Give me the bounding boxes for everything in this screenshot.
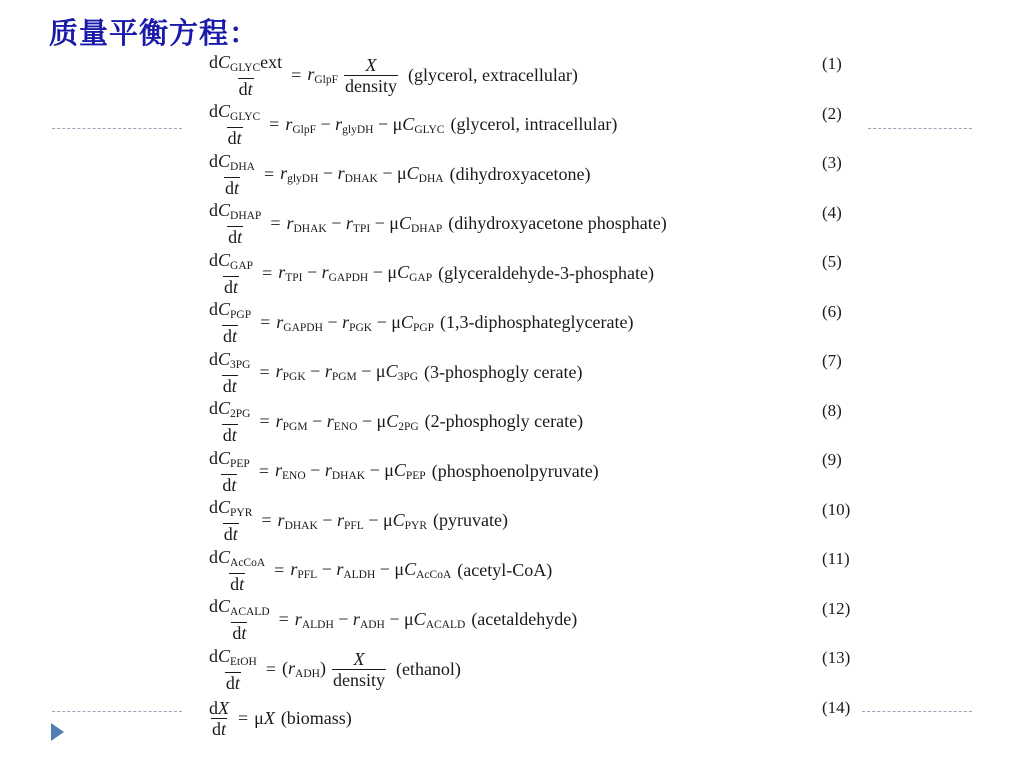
equation-list — [208, 52, 868, 745]
equals-sign: = — [265, 658, 277, 679]
lhs-fraction — [208, 151, 256, 198]
slide-title: 质量平衡方程： — [49, 16, 260, 50]
rhs-expression: $r_{ENO} - r_{DHAK} - \mu C_{PEP}$ — [275, 460, 426, 482]
rhs-expression: $r_{GAPDH} - r_{PGK} - \mu C_{PGP}$ — [276, 311, 435, 334]
rhs-expression: $r_{DHAK} - r_{PFL} - \mu C_{PYR}$ — [277, 509, 427, 532]
lhs-fraction — [208, 547, 266, 594]
lhs-denominator: dt — [222, 474, 237, 495]
rhs-expression: $r_{PFL} - r_{ALDH} - \mu C_{AcCoA}$ — [290, 559, 452, 581]
lhs-denominator: dt — [227, 128, 242, 148]
equation-row — [208, 201, 868, 251]
equation-row — [208, 597, 868, 647]
equation-number: (12) — [822, 598, 851, 618]
equation-math — [208, 102, 617, 148]
lhs-numerator: $dC_{GAP}$ — [209, 249, 254, 272]
equals-sign: = — [291, 64, 302, 85]
equation-math — [208, 646, 461, 692]
equals-sign: = — [259, 411, 270, 431]
equation-math — [208, 696, 352, 742]
lhs-fraction — [208, 448, 251, 495]
equation-description: (dihydroxyacetone phosphate) — [448, 213, 667, 233]
rhs-expression: $r_{ALDH} - r_{ADH} - \mu C_{ACALD}$ — [294, 608, 466, 631]
equation-row — [208, 52, 868, 102]
lhs-fraction — [208, 497, 253, 544]
rhs-numerator: X — [365, 54, 377, 75]
equation-number: (9) — [822, 450, 842, 469]
equation-number: (2) — [822, 103, 842, 123]
lhs-denominator: dt — [222, 375, 237, 396]
lhs-numerator: $dC_{GLYC}ext$ — [209, 51, 283, 74]
equation-math — [208, 151, 591, 197]
divider-top-right — [868, 128, 972, 129]
lhs-numerator: $dC_{ACALD}$ — [209, 596, 270, 618]
lhs-numerator: $dC_{AcCoA}$ — [209, 546, 266, 569]
rhs-numerator: X — [353, 648, 365, 669]
rhs-denominator: density — [345, 75, 397, 96]
equation-math — [208, 250, 654, 296]
equation-row — [208, 448, 868, 498]
equation-math — [208, 349, 583, 395]
equation-description: (1,3-diphosphateglycerate) — [440, 312, 634, 332]
equation-math — [208, 547, 552, 593]
equation-description: (acetyl-CoA) — [457, 559, 553, 580]
equals-sign: = — [261, 510, 272, 530]
lhs-numerator: $dC_{2PG}$ — [209, 398, 251, 420]
rhs-expression: $r_{GlpF} - r_{glyDH} - \mu C_{GLYC}$ — [285, 113, 445, 136]
equation-description: (dihydroxyacetone) — [449, 163, 591, 184]
lhs-denominator: dt — [222, 425, 237, 445]
equation-math — [208, 399, 583, 445]
equation-row — [208, 250, 868, 300]
equation-description: (biomass) — [280, 708, 352, 728]
equation-math — [208, 201, 667, 247]
lhs-fraction — [208, 698, 230, 739]
lhs-numerator: dX — [209, 698, 229, 718]
lhs-numerator: $dC_{PGP}$ — [209, 299, 252, 321]
lhs-fraction — [208, 200, 262, 247]
rhs-fraction — [332, 649, 386, 690]
equation-math — [208, 498, 508, 544]
equation-number: (4) — [822, 202, 842, 222]
rhs-expression: $r_{PGM} - r_{ENO} - \mu C_{2PG}$ — [275, 410, 419, 433]
equation-description: (2-phosphogly cerate) — [424, 411, 584, 431]
equals-sign: = — [260, 312, 271, 332]
rhs-expression: $r_{DHAK} - r_{TPI} - \mu C_{DHAP}$ — [286, 212, 443, 235]
rhs-expression: μX — [254, 708, 275, 728]
rhs-expression: $(r_{ADH})$ — [282, 658, 326, 680]
equation-row — [208, 151, 868, 201]
equation-math — [208, 300, 633, 346]
equation-row — [208, 102, 868, 152]
equation-description: (3-phosphogly cerate) — [424, 361, 583, 382]
lhs-denominator: dt — [223, 326, 238, 346]
divider-top-left — [52, 128, 182, 129]
lhs-numerator: $dC_{PEP}$ — [209, 447, 250, 470]
equation-description: (glycerol, intracellular) — [450, 114, 618, 134]
lhs-denominator: dt — [230, 573, 245, 594]
lhs-numerator: $dC_{DHAP}$ — [209, 200, 262, 222]
lhs-denominator: dt — [224, 276, 239, 297]
lhs-denominator: dt — [223, 524, 238, 544]
equation-description: (glycerol, extracellular) — [408, 64, 578, 85]
equals-sign: = — [274, 559, 285, 580]
equation-row — [208, 646, 868, 696]
divider-bottom-right — [862, 711, 972, 712]
equation-number: (5) — [822, 252, 842, 271]
lhs-denominator: dt — [228, 227, 243, 247]
rhs-expression: $r_{GlpF}$ — [307, 64, 338, 86]
equals-sign: = — [278, 609, 289, 629]
lhs-fraction — [208, 101, 261, 148]
lhs-denominator: dt — [211, 719, 226, 739]
lhs-fraction — [208, 299, 252, 346]
rhs-fraction — [344, 55, 398, 96]
equation-description: (acetaldehyde) — [471, 609, 578, 629]
lhs-numerator: $dC_{EtOH}$ — [209, 645, 257, 668]
rhs-expression: $r_{TPI} - r_{GAPDH} - \mu C_{GAP}$ — [278, 262, 433, 284]
equation-row — [208, 349, 868, 399]
lhs-numerator: $dC_{GLYC}$ — [209, 101, 261, 123]
equals-sign: = — [258, 460, 269, 481]
equation-row — [208, 498, 868, 548]
lhs-fraction — [208, 596, 271, 643]
triangle-right-icon — [51, 723, 64, 741]
equation-number: (11) — [822, 549, 850, 568]
equation-number: (3) — [822, 153, 842, 172]
lhs-numerator: $dC_{DHA}$ — [209, 150, 255, 173]
equation-number: (8) — [822, 400, 842, 420]
lhs-denominator: dt — [224, 177, 239, 198]
lhs-numerator: $dC_{3PG}$ — [209, 348, 251, 371]
equation-math — [208, 448, 599, 494]
equation-row — [208, 696, 868, 746]
equals-sign: = — [270, 213, 281, 233]
rhs-denominator: density — [332, 669, 385, 690]
equation-description: (ethanol) — [395, 658, 461, 679]
equation-number: (13) — [822, 648, 851, 667]
equation-description: (glyceraldehyde-3-phosphate) — [438, 262, 654, 283]
equals-sign: = — [263, 163, 275, 184]
lhs-denominator: dt — [225, 672, 240, 693]
equation-description: (phosphoenolpyruvate) — [431, 460, 599, 481]
lhs-denominator: dt — [232, 623, 247, 643]
lhs-fraction — [208, 349, 251, 396]
rhs-expression: $r_{glyDH} - r_{DHAK} - \mu C_{DHA}$ — [280, 163, 444, 185]
equals-sign: = — [238, 708, 249, 728]
lhs-denominator: dt — [238, 78, 253, 99]
equation-number: (1) — [822, 54, 842, 73]
equation-row — [208, 300, 868, 350]
equation-row — [208, 399, 868, 449]
lhs-numerator: $dC_{PYR}$ — [209, 497, 253, 519]
equation-description: (pyruvate) — [433, 510, 508, 530]
lhs-fraction — [208, 52, 283, 99]
lhs-fraction — [208, 250, 254, 297]
equation-number: (10) — [822, 499, 851, 519]
equation-number: (7) — [822, 351, 842, 370]
rhs-expression: $r_{PGK} - r_{PGM} - \mu C_{3PG}$ — [275, 361, 419, 383]
equation-row — [208, 547, 868, 597]
equation-number: (6) — [822, 301, 842, 321]
equals-sign: = — [259, 361, 270, 382]
lhs-fraction — [208, 398, 251, 445]
equation-math — [208, 597, 577, 643]
equation-number: (14) — [822, 697, 851, 717]
divider-bottom-left — [52, 711, 182, 712]
equals-sign: = — [262, 262, 273, 283]
lhs-fraction — [208, 646, 258, 693]
equation-math — [208, 52, 578, 98]
equals-sign: = — [269, 114, 280, 134]
